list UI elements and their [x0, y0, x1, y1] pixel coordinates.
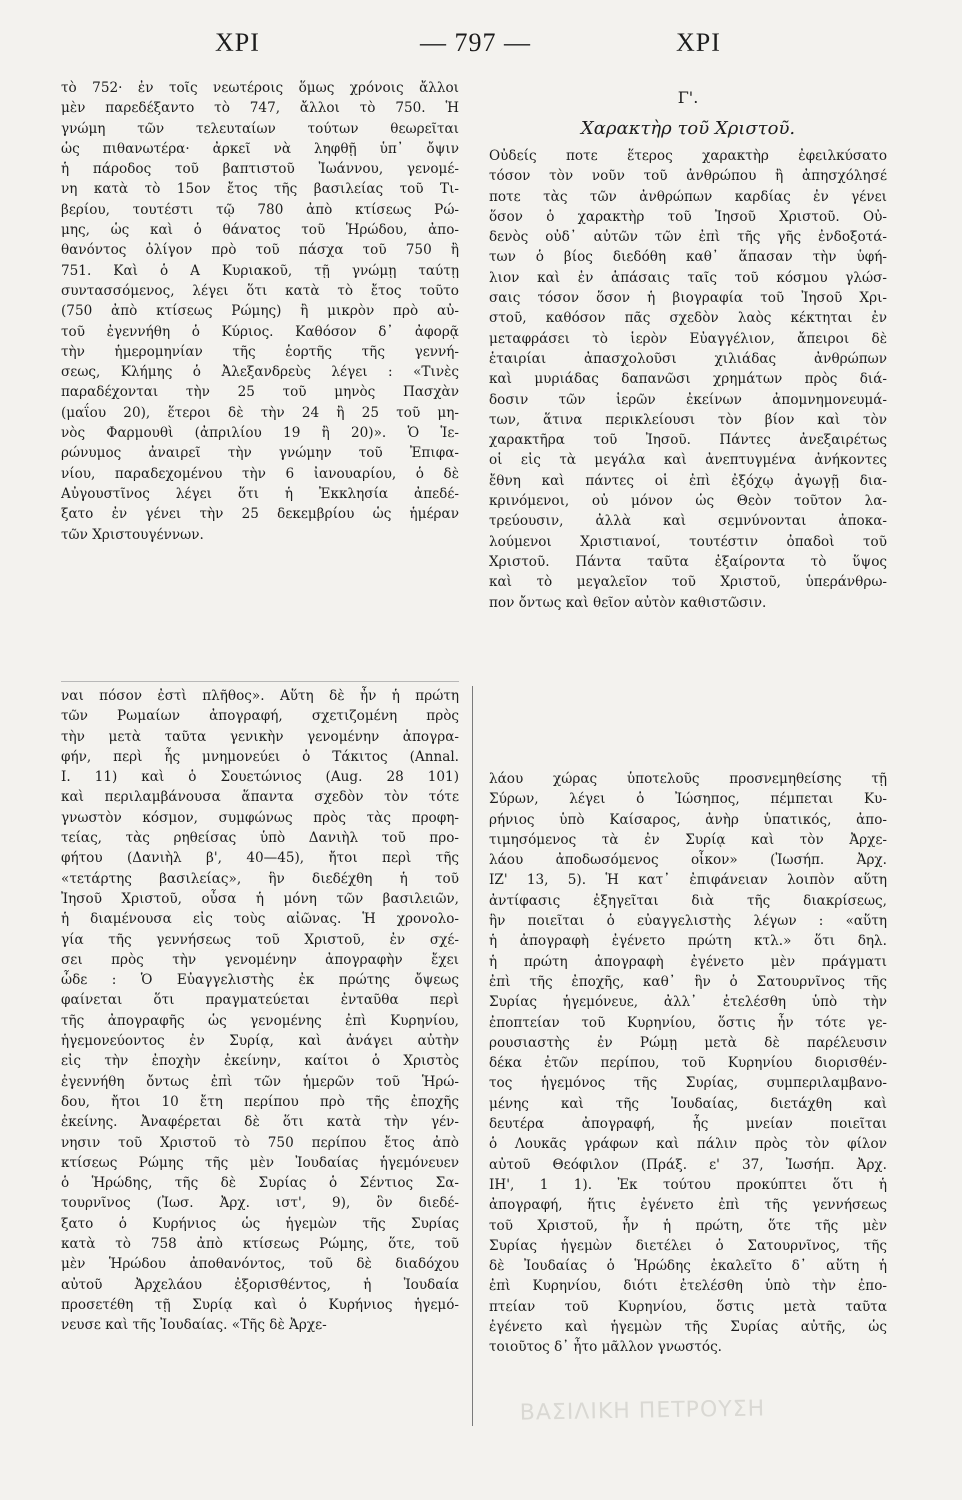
text-line: ναι πόσον ἐστὶ πλῆθος». Αὕτη δὲ ἦν ἡ πρώτη: [61, 688, 459, 704]
text-line: προσετέθη τῇ Συρίᾳ καὶ ὁ Κυρήνιος ἡγεμό-: [61, 1296, 459, 1313]
text-line: ὡς πιθανωτέρα· ἀρκεῖ νὰ ληφθῇ ὑπ᾿ ὄψιν: [61, 140, 459, 157]
text-line: ἐπὶ Κυρηνίου, διότι ἐτελέσθη ὑπὸ τὴν ἐπο-: [489, 1278, 887, 1295]
text-line: τῶν Χριστουγέννων.: [61, 526, 204, 543]
text-line: γνώμη τῶν τελευταίων τούτων θεωρεῖται: [61, 120, 459, 137]
text-line: Ἰησοῦ Χριστοῦ, οὖσα ἡ μόνη τῶν βασιλειῶν,: [61, 890, 459, 907]
text-line: φήτου (Δανιὴλ β', 40—45), ἤτοι περὶ τῆς: [61, 850, 459, 867]
running-head: [0, 28, 962, 68]
text-line: δου, ἤτοι 10 ἔτη περίπου πρὸ τῆς ἐποχῆς: [61, 1093, 459, 1110]
text-line: δενὸς οὐδ᾿ αὐτῶν τῶν ἐπὶ τῆς γῆς ἐνδοξοτά-: [489, 229, 887, 246]
text-line: τουρνῖνος (Ἰωσ. Ἀρχ. ιστ', 9), ὃν διεδέ-: [61, 1195, 459, 1212]
text-line: σεως, Κλήμης ὁ Ἀλεξανδρεὺς λέγει : «Τινὲς: [61, 364, 459, 381]
text-line: νη κατὰ τὸ 15ον ἔτος τῆς βασιλείας τοῦ Τι-: [61, 181, 459, 198]
text-line: συντασσόμενος, λέγει ὅτι κατὰ τὸ ἔτος τοῦτο: [61, 282, 459, 299]
text-line: μεταφράσει τὸ ἱερὸν Εὐαγγέλιον, ἄπειροι δὲ: [489, 330, 887, 347]
text-line: τόσον τὸν νοῦν τοῦ ἀνθρώπου ἢ ἀπησχόλησέ: [489, 168, 887, 185]
text-line: γία τῆς γεννήσεως τοῦ Χριστοῦ, ἐν σχέ-: [61, 931, 459, 948]
text-line: (750 ἀπὸ κτίσεως Ρώμης) ἢ μικρὸν πρὸ αὐ-: [61, 303, 459, 320]
text-line: (μαΐου 20), ἕτεροι δὲ τὴν 24 ἢ 25 τοῦ μη-: [61, 404, 459, 421]
text-line: ἑταιρίαι ἀπασχολοῦσι χιλιάδας ἀνθρώπων: [489, 350, 887, 367]
text-line: Σύρων, λέγει ὁ Ἰώσηπος, πέμπεται Κυ-: [489, 791, 887, 808]
text-line: δευτέρα ἀπογραφή, ἧς μνείαν ποιεῖται: [489, 1116, 887, 1133]
column-divider-horizontal: [61, 681, 459, 682]
text-line: σει πρὸς τὴν γενομένην ἀπογραφὴν ἔχει: [61, 951, 459, 968]
text-line: τῶν Ρωμαίων ἀπογραφή, σχετιζομένη πρὸς: [61, 708, 459, 725]
text-line: ἡ διαμένουσα εἰς τοὺς αἰῶνας. Ἡ χρονολο-: [61, 911, 459, 928]
text-line: Οὐδείς ποτε ἕτερος χαρακτὴρ ἐφειλκύσατο: [489, 148, 887, 164]
text-line: λάου χώρας ὑποτελοῦς προσνεμηθείσης τῇ: [489, 771, 887, 787]
text-line: πον ὄντως καὶ θεῖον αὐτὸν καθιστῶσιν.: [489, 594, 767, 611]
text-line: νίου, παραδεχομένου τὴν 6 ἰανουαρίου, ὁ δὲ: [61, 465, 459, 482]
text-line: 751. Καὶ ὁ Α Κυριακοῦ, τῇ γνώμῃ ταύτῃ: [61, 262, 459, 279]
section-title: Χαρακτὴρ τοῦ Χριστοῦ.: [580, 118, 796, 139]
running-head-right: ΧΡΙ: [676, 28, 721, 57]
text-line: δὲ Ἰουδαίας ὁ Ἡρώδης ἐκαλεῖτο δ᾿ αὕτη ἡ: [489, 1258, 887, 1275]
text-line: ρουσιαστὴς ἐν Ρώμῃ μετὰ δὲ παρέλευσιν: [489, 1034, 887, 1051]
text-line: I. 11) καὶ ὁ Σουετώνιος (Aug. 28 101): [61, 769, 459, 786]
text-line: λούμενοι Χριστιανοί, τουτέστιν ὀπαδοὶ τοῦ: [489, 533, 887, 550]
column-divider-vertical: [472, 686, 473, 1426]
text-line: τὴν μετὰ ταῦτα γενικὴν γενομένην ἀπογρα-: [61, 728, 459, 745]
text-line: τὸ 752· ἐν τοῖς νεωτέροις ὅμως χρόνοις ἄλλοι: [61, 80, 459, 96]
text-line: ὁ Λουκᾶς γράφων καὶ πάλιν πρὸς τὸν φίλον: [489, 1136, 887, 1153]
text-line: μένης καὶ τῆς Ἰουδαίας, διετάχθη καὶ: [489, 1095, 887, 1112]
text-line: καὶ μυριάδας δαπανῶσι χρημάτων πρὸς διά-: [489, 371, 887, 388]
text-line: αὐτοῦ Ἀρχελάου ἐξορισθέντος, ἡ Ἰουδαία: [61, 1276, 459, 1293]
left-column-top-text: [61, 78, 459, 545]
text-line: δοσιν τῶν ἱερῶν ἐκείνων ἀπομνημονευμά-: [489, 391, 887, 408]
text-line: στοῦ, καθόσον πᾶς σχεδὸν λαὸς κέκτηται ἐν: [489, 310, 887, 327]
text-line: ΙΖ' 13, 5). Ἡ κατ᾿ ἐπιφάνειαν λοιπὸν αὕτη: [489, 872, 887, 889]
text-line: τρεύουσιν, ἀλλὰ καὶ σεμνύνονται ἀποκα-: [489, 513, 887, 530]
text-line: των, ἅτινα περικλείουσι τὸν βίον καὶ τὸν: [489, 411, 887, 428]
text-line: φαίνεται ὅτι πραγματεύεται ἐνταῦθα περὶ: [61, 992, 459, 1009]
text-line: τοιοῦτος δ᾿ ἦτο μᾶλλον γνωστός.: [489, 1339, 722, 1356]
text-line: χαρακτῆρα τοῦ Ἰησοῦ. Πάντες ἀνεξαιρέτως: [489, 432, 887, 449]
text-line: ἐκείνης. Ἀναφέρεται δὲ ὅτι κατὰ τὴν γέν-: [61, 1114, 459, 1131]
text-line: ὅσον ὁ χαρακτὴρ τοῦ Ἰησοῦ Χριστοῦ. Οὐ-: [489, 208, 887, 225]
text-line: ξατο ὁ Κυρήνιος ὡς ἡγεμὼν τῆς Συρίας: [61, 1215, 459, 1232]
text-line: παραδέχονται τὴν 25 τοῦ μηνὸς Πασχὰν: [61, 384, 459, 401]
text-line: βερίου, τουτέστι τῷ 780 ἀπὸ κτίσεως Ρώ-: [61, 201, 459, 218]
text-line: ἡ πάροδος τοῦ βαπτιστοῦ Ἰωάννου, γενομέ-: [61, 161, 459, 178]
text-line: Αὐγουστῖνος λέγει ὅτι ἡ Ἐκκλησία ἀπεδέ-: [61, 485, 459, 502]
right-column-top-text: [489, 146, 887, 613]
text-line: ἀπογραφή, ἥτις ἐγένετο ἐπὶ τῆς γεννήσεως: [489, 1197, 887, 1214]
text-line: «τετάρτης βασιλείας», ἣν διεδέχθη ἡ τοῦ: [61, 870, 459, 887]
text-line: Συρίας ἡγεμὼν διετέλει ὁ Σατουρνῖνος, τῆς: [489, 1237, 887, 1254]
text-line: κρινόμενοι, οὐ μόνον ὡς Θεὸν τοῦτον λα-: [489, 493, 887, 510]
text-line: ρήνιος ὑπὸ Καίσαρος, ἀνὴρ ὑπατικός, ἀπο-: [489, 811, 887, 828]
text-line: αὐτοῦ Θεόφιλον (Πράξ. ε' 37, Ἰωσήπ. Ἀρχ.: [489, 1156, 887, 1173]
text-line: νησιν τοῦ Χριστοῦ τὸ 750 περίπου ἔτος ἀπὸ: [61, 1134, 459, 1151]
text-line: κτίσεως Ρώμης τῆς μὲν Ἰουδαίας ἡγεμόνευεν: [61, 1154, 459, 1171]
text-line: ἡγεμονεύοντος ἐν Συρίᾳ, καὶ ἀνάγει αὐτὴν: [61, 1033, 459, 1050]
text-line: τὴν ἡμερομηνίαν τῆς ἑορτῆς τῆς γεννή-: [61, 343, 459, 360]
left-column-bottom-text: [61, 686, 459, 1336]
text-line: ἐποπτείαν τοῦ Κυρηνίου, ὅστις ἦν τότε γε-: [489, 1014, 887, 1031]
text-line: εἰς τὴν ἐποχὴν ἐκείνην, καίτοι ὁ Χριστὸς: [61, 1053, 459, 1070]
text-line: ἣν ποιεῖται ὁ εὐαγγελιστὴς λέγων : «αὕτη: [489, 913, 887, 930]
text-line: ἐγεννήθη ὄντως ἐπὶ τῶν ἡμερῶν τοῦ Ἡρώ-: [61, 1073, 459, 1090]
page-number: — 797 —: [420, 28, 531, 57]
text-line: ἡ ἀπογραφὴ ἐγένετο πρώτη κτλ.» ὅτι δηλ.: [489, 933, 887, 950]
text-line: τος ἡγεμόνος τῆς Συρίας, συμπεριλαμβανο-: [489, 1075, 887, 1092]
text-line: μὲν παρεδέξαντο τὸ 747, ἄλλοι τὸ 750. Ἡ: [61, 100, 459, 117]
text-line: των ὁ βίος διεδόθη καθ᾿ ἅπασαν τὴν ὑφή-: [489, 249, 887, 266]
section-number: Γ'.: [677, 88, 699, 107]
text-line: κατὰ τὸ 758 ἀπὸ κτίσεως Ρώμης, ὅτε, τοῦ: [61, 1236, 459, 1253]
text-line: ἡ πρώτη ἀπογραφὴ ἐγένετο μὲν πράγματι: [489, 953, 887, 970]
text-line: νὸς Φαρμουθὶ (ἀπριλίου 19 ἢ 20)». Ὁ Ἱε-: [61, 425, 459, 442]
text-line: θανόντος ὀλίγον πρὸ τοῦ πάσχα τοῦ 750 ἢ: [61, 242, 459, 259]
text-line: ξατο ἐν γένει τὴν 25 δεκεμβρίου ὡς ἡμέραν: [61, 506, 459, 523]
text-line: λιον καὶ ἐν ἁπάσαις ταῖς τοῦ κόσμου γλώσ-: [489, 269, 887, 286]
text-line: γνωστὸν κόσμον, συμφώνως πρὸς τὰς προφη-: [61, 809, 459, 826]
text-line: τοῦ Χριστοῦ, ἦν ἡ πρώτη, ὅτε τῆς μὲν: [489, 1217, 887, 1234]
text-line: Χριστοῦ. Πάντα ταῦτα ἐξαίροντα τὸ ὕψος: [489, 553, 887, 570]
text-line: καὶ περιλαμβάνουσα ἅπαντα σχεδὸν τὸν τότε: [61, 789, 459, 806]
text-line: φήν, περὶ ἧς μνημονεύει ὁ Τάκιτος (Annal.: [61, 748, 459, 765]
text-line: οἱ εἰς τὰ μεγάλα καὶ ἀνεπτυγμένα ἀνήκοντες: [489, 452, 887, 469]
text-line: ποτε τὰς τῶν ἀνθρώπων καρδίας ἐν γένει: [489, 188, 887, 205]
text-line: Συρίας ἡγεμόνευε, ἀλλ᾿ ἐτελέσθη ὑπὸ τὴν: [489, 994, 887, 1011]
text-line: πτείαν τοῦ Κυρηνίου, ὅστις μετὰ ταῦτα: [489, 1298, 887, 1315]
text-line: τοῦ ἐγεννήθη ὁ Κύριος. Καθόσον δ᾿ ἀφορᾷ: [61, 323, 459, 340]
text-line: ἐγένετο καὶ ἡγεμὼν τῆς Συρίας αὐτῆς, ὡς: [489, 1319, 887, 1336]
text-line: ὁ Ἡρώδης, τῆς δὲ Συρίας ὁ Σέντιος Σα-: [61, 1175, 459, 1192]
text-line: ἔθνη καὶ πάντες οἱ ἐπὶ ἐξόχῳ ἀγωγῇ δια-: [489, 472, 887, 489]
text-line: λάου ἀποδωσόμενος οἶκον» (Ἰωσήπ. Ἀρχ.: [489, 852, 887, 869]
text-line: καὶ τὸ μεγαλεῖον τοῦ Χριστοῦ, ὑπεράνθρω-: [489, 574, 887, 591]
text-line: μὲν Ἡρώδου ἀποθανόντος, τοῦ δὲ διαδόχου: [61, 1256, 459, 1273]
text-line: ὧδε : Ὁ Εὐαγγελιστὴς ἐκ πρώτης ὄψεως: [61, 972, 459, 989]
text-line: σαις τόσον ὅσον ἡ βιογραφία τοῦ Ἰησοῦ Χρι-: [489, 290, 887, 307]
text-line: ΙΗ', 1 1). Ἐκ τούτου προκύπτει ὅτι ἡ: [489, 1176, 887, 1193]
text-line: νευσε καὶ τῆς Ἰουδαίας. «Τῆς δὲ Ἀρχε-: [61, 1317, 327, 1334]
text-line: δέκα ἐτῶν περίπου, τοῦ Κυρηνίου διορισθέν-: [489, 1055, 887, 1072]
text-line: τιμησόμενος τὰ ἐν Συρίᾳ καὶ τὸν Ἀρχε-: [489, 831, 887, 848]
text-line: ρώνυμος ἀναιρεῖ τὴν γνώμην τοῦ Ἐπιφα-: [61, 445, 459, 462]
text-line: τείας, τὰς ρηθείσας ὑπὸ Δανιὴλ τοῦ προ-: [61, 830, 459, 847]
text-line: ἀντίφασις ἐξηγεῖται διὰ τῆς διακρίσεως,: [489, 892, 887, 909]
library-watermark: ΒΑΣΙΛΙΚΗ ΠΕΤΡΟΥΣΗ: [519, 1396, 766, 1426]
text-line: ἐπὶ τῆς ἐποχῆς, καθ᾿ ἣν ὁ Σατουρνῖνος τῆς: [489, 973, 887, 990]
right-column-bottom-text: [489, 769, 887, 1358]
text-line: μης, ὡς καὶ ὁ θάνατος τοῦ Ἡρώδου, ἀπο-: [61, 222, 459, 239]
running-head-left: ΧΡΙ: [215, 28, 260, 57]
text-line: τῆς ἀπογραφῆς ὡς γενομένης ἐπὶ Κυρηνίου,: [61, 1012, 459, 1029]
